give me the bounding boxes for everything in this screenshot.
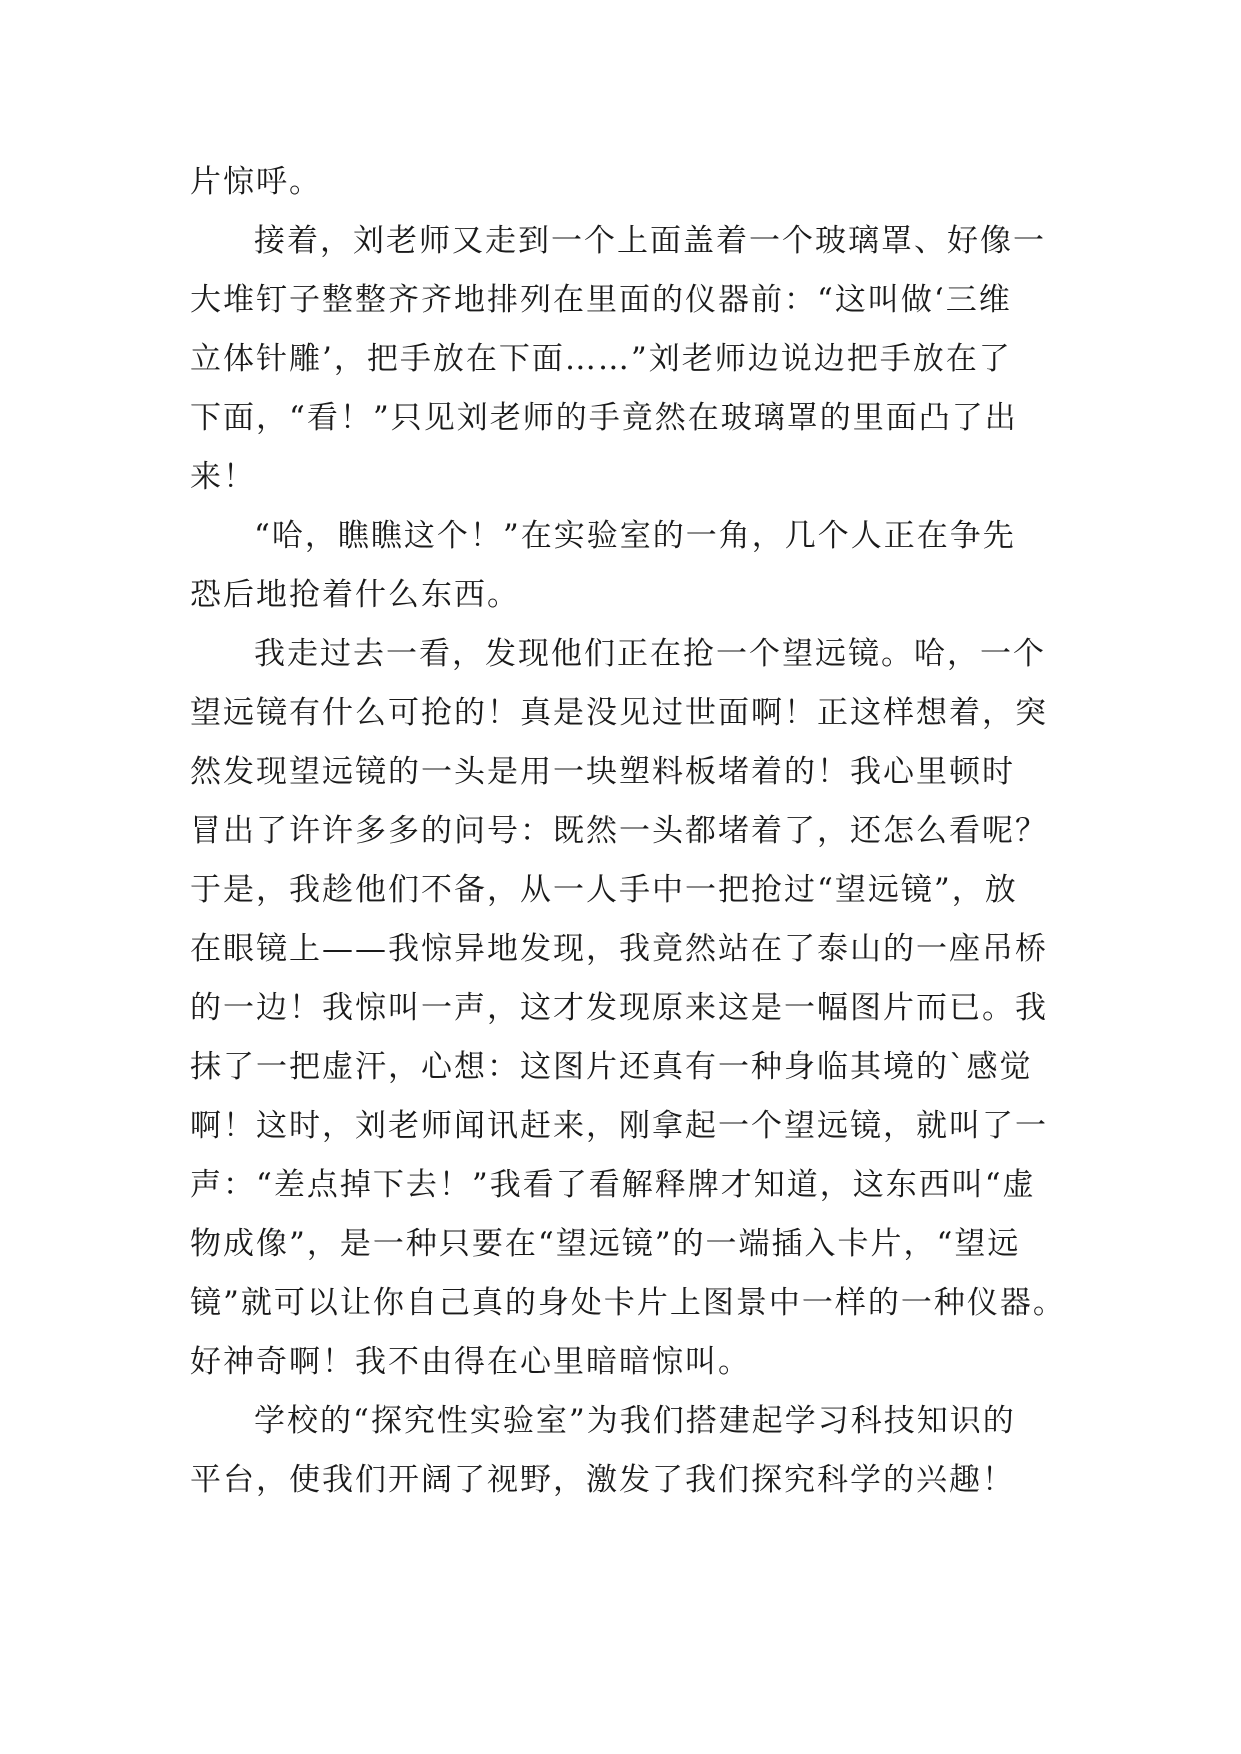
text-line: 镜”就可以让你自己真的身处卡片上图景中一样的一种仪器。 xyxy=(190,1285,1066,1321)
text-line: 于是，我趁他们不备，从一人手中一把抢过“望远镜”，放 xyxy=(190,872,1018,908)
text-line: 平台，使我们开阔了视野，激发了我们探究科学的兴趣！ xyxy=(190,1462,1015,1498)
text-line: 我走过去一看，发现他们正在抢一个望远镜。哈，一个 xyxy=(254,636,1046,672)
text-line: 大堆钉子整整齐齐地排列在里面的仪器前：“这叫做‘三维 xyxy=(190,282,1012,318)
text-line: 立体针雕’，把手放在下面……”刘老师边说边把手放在了 xyxy=(190,341,1012,377)
text-line: 来！ xyxy=(190,459,256,495)
text-line: 抹了一把虚汗，心想：这图片还真有一种身临其境的`感觉 xyxy=(190,1049,1033,1085)
text-line: 啊！这时，刘老师闻讯赶来，刚拿起一个望远镜，就叫了一 xyxy=(190,1108,1048,1144)
text-line: 恐后地抢着什么东西。 xyxy=(190,577,520,613)
text-line: 然发现望远镜的一头是用一块塑料板堵着的！我心里顿时 xyxy=(190,754,1015,790)
text-line: 冒出了许许多多的问号：既然一头都堵着了，还怎么看呢？ xyxy=(190,813,1048,849)
text-line: 的一边！我惊叫一声，这才发现原来这是一幅图片而已。我 xyxy=(190,990,1048,1026)
text-line: 片惊呼。 xyxy=(190,164,322,200)
text-line: 好神奇啊！我不由得在心里暗暗惊叫。 xyxy=(190,1344,751,1380)
text-line: 学校的“探究性实验室”为我们搭建起学习科技知识的 xyxy=(254,1403,1016,1439)
text-line: 声：“差点掉下去！”我看了看解释牌才知道，这东西叫“虚 xyxy=(190,1167,1036,1203)
text-line: 接着，刘老师又走到一个上面盖着一个玻璃罩、好像一 xyxy=(254,223,1046,259)
essay-text xyxy=(190,153,1070,1510)
text-line: “哈，瞧瞧这个！”在实验室的一角，几个人正在争先 xyxy=(254,518,1016,554)
text-line: 在眼镜上——我惊异地发现，我竟然站在了泰山的一座吊桥 xyxy=(190,931,1048,967)
text-line: 望远镜有什么可抢的！真是没见过世面啊！正这样想着，突 xyxy=(190,695,1048,731)
text-line: 下面，“看！”只见刘老师的手竟然在玻璃罩的里面凸了出 xyxy=(190,400,1018,436)
text-line: 物成像”，是一种只要在“望远镜”的一端插入卡片，“望远 xyxy=(190,1226,1021,1262)
